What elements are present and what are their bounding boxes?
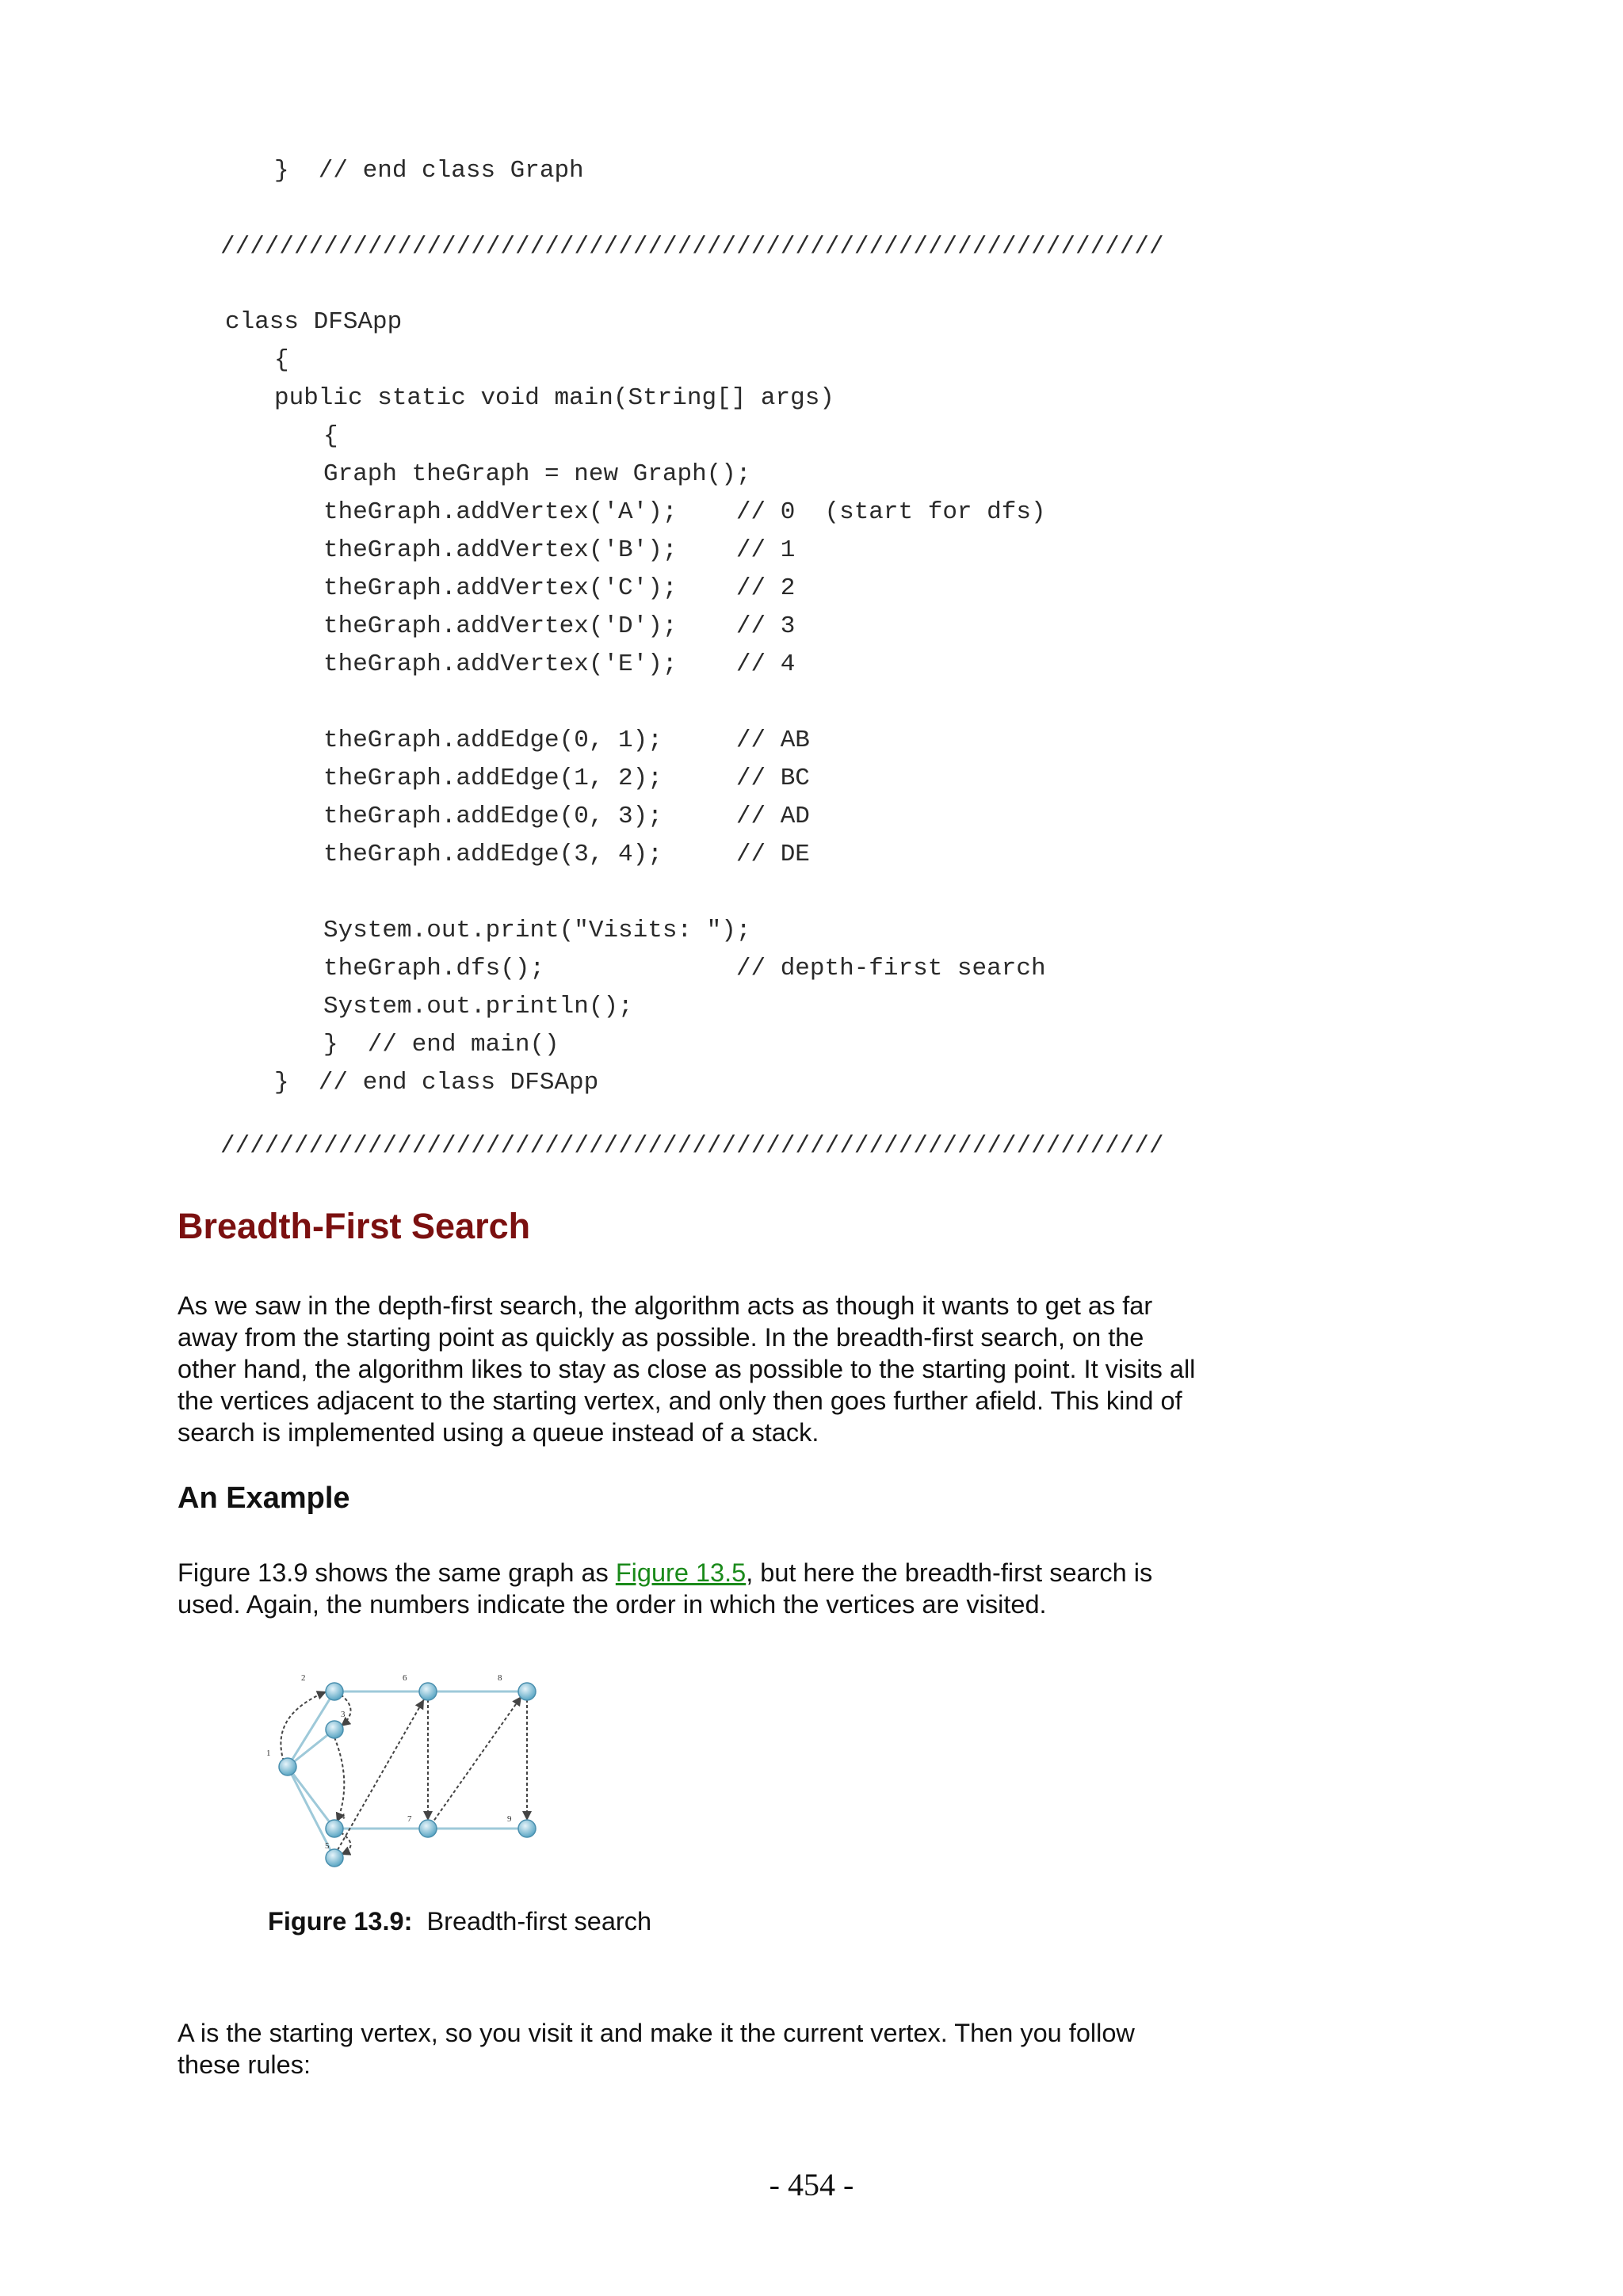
code-line: } // end class DFSApp [274,1069,599,1097]
code-line: theGraph.dfs(); // depth-first search [323,955,1046,982]
order-label: 2 [301,1673,306,1683]
code-line: class DFSApp [225,308,403,336]
section-heading: Breadth-First Search [178,1206,531,1246]
figure-caption [268,1907,651,1936]
order-label: 1 [266,1749,271,1758]
order-label: 9 [507,1814,512,1824]
code-line: theGraph.addVertex('E'); // 4 [323,650,796,678]
text-line: used. Again, the numbers indicate the order in which the vertices are visited. [178,1590,1047,1619]
closing-paragraph [178,2017,1303,2081]
intro-paragraph [178,1290,1303,1448]
example-paragraph [178,1557,1303,1620]
code-line: } // end main() [323,1031,559,1058]
code-line: theGraph.addVertex('D'); // 3 [323,612,796,640]
text-line: the vertices adjacent to the starting vertex, and only then goes further afield. This kind of [178,1386,1182,1415]
text-line: these rules: [178,2050,311,2079]
vertex [518,1683,536,1700]
figure-13-5-link[interactable]: Figure 13.5 [615,1558,747,1587]
text-line: away from the starting point as quickly as possible. In the breadth-first search, on the [178,1323,1144,1352]
code-separator: //////////////////////////////////////////////////////////////// [220,233,1164,261]
code-line: theGraph.addVertex('B'); // 1 [323,536,796,564]
code-line: theGraph.addEdge(0, 1); // AB [323,727,810,754]
code-line: } // end class Graph [274,157,584,185]
code-separator: //////////////////////////////////////////////////////////////// [220,1132,1164,1160]
code-line: theGraph.addVertex('A'); // 0 (start for dfs) [323,498,1046,526]
code-line: theGraph.addEdge(0, 3); // AD [323,803,810,830]
order-label: 7 [407,1814,412,1824]
text-line: other hand, the algorithm likes to stay as close as possible to the starting point. It visits all [178,1355,1196,1383]
vertex [518,1820,536,1837]
example-heading: An Example [178,1482,350,1515]
caption-text: Breadth-first search [426,1907,652,1936]
graph-edges [288,1691,527,1858]
visit-order-labels [266,1673,512,1851]
code-line: theGraph.addEdge(1, 2); // BC [323,765,810,792]
text-segment: , but here the breadth-first search is [746,1558,1153,1587]
code-line: theGraph.addEdge(3, 4); // DE [323,841,810,868]
vertex [419,1820,437,1837]
text-line: A is the starting vertex, so you visit it and make it the current vertex. Then you follow [178,2019,1135,2047]
order-label: 4 [341,1812,346,1821]
page-number: - 454 - [769,2167,854,2203]
vertex [326,1849,343,1867]
order-label: 5 [325,1841,330,1851]
vertex [326,1820,343,1837]
vertex [326,1683,343,1700]
vertex [419,1683,437,1700]
vertex [326,1721,343,1738]
bfs-figure [262,1660,547,1874]
text-segment: Figure 13.9 shows the same graph as [178,1558,616,1587]
text-line [178,1557,1303,1589]
code-line: { [323,422,338,450]
order-label: 8 [498,1673,502,1683]
order-label: 6 [403,1673,407,1683]
caption-label: Figure 13.9: [268,1907,413,1936]
code-line: System.out.print("Visits: "); [323,917,751,944]
code-line: theGraph.addVertex('C'); // 2 [323,574,796,602]
code-line: Graph theGraph = new Graph(); [323,460,751,488]
code-listing [0,0,1164,1160]
code-line: System.out.println(); [323,993,633,1020]
text-line: search is implemented using a queue instead of a stack. [178,1418,819,1447]
bfs-graph-diagram [262,1660,547,1874]
graph-vertices [279,1683,536,1867]
code-line: public static void main(String[] args) [274,384,834,412]
order-label: 3 [341,1710,346,1719]
vertex-a [279,1758,296,1775]
code-line: { [274,346,289,374]
traversal-arrows [281,1691,527,1855]
text-line: As we saw in the depth-first search, the algorithm acts as though it wants to get as far [178,1291,1153,1320]
